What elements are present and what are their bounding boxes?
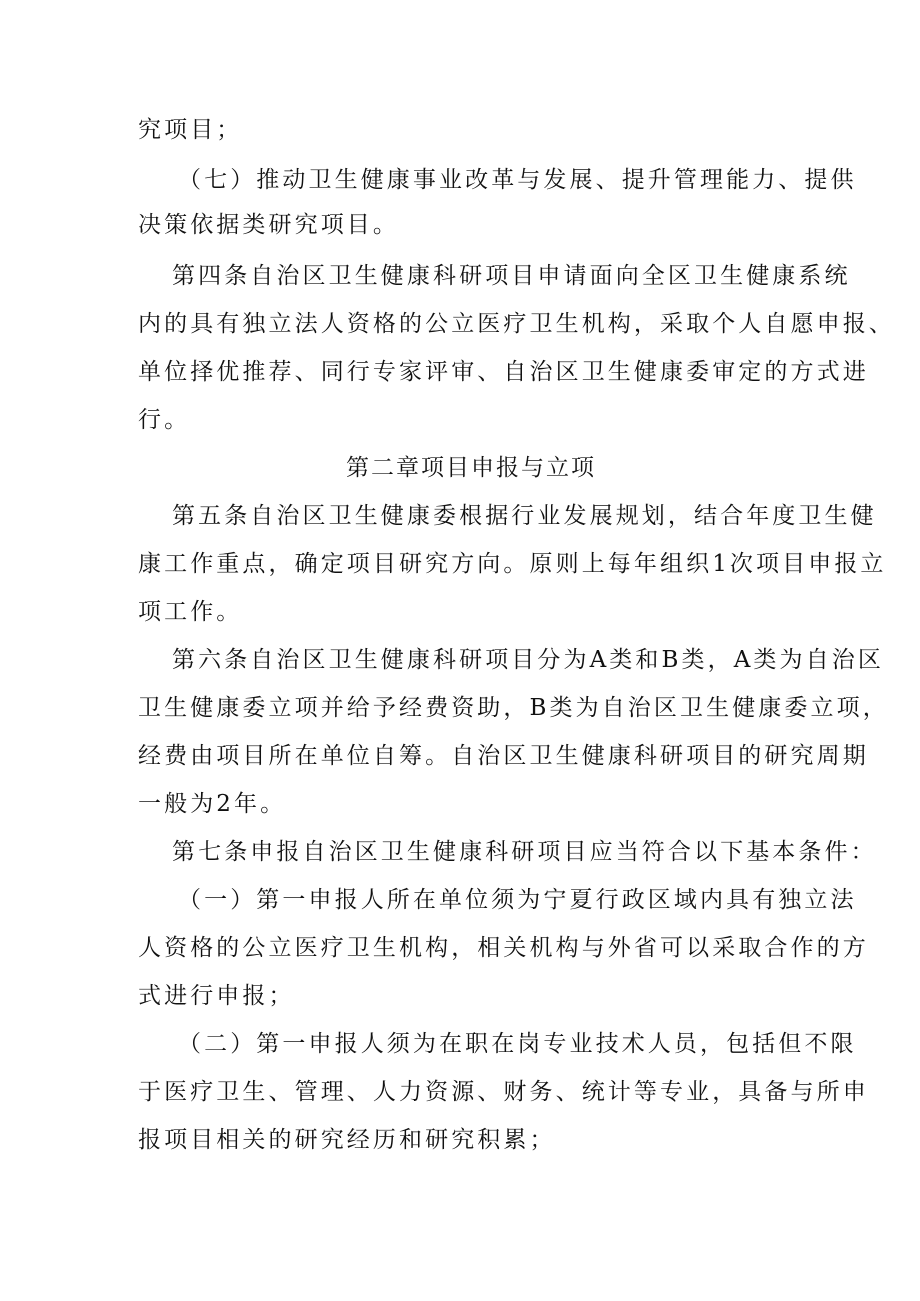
- text-line: 人资格的公立医疗卫生机构，相关机构与外省可以采取合作的方: [138, 935, 869, 961]
- text-line: 单位择优推荐、同行专家评审、自治区卫生健康委审定的方式进: [138, 359, 869, 385]
- text-line: （七）推动卫生健康事业改革与发展、提升管理能力、提供: [178, 167, 857, 193]
- text-line: 于医疗卫生、管理、人力资源、财务、统计等专业，具备与所申: [138, 1079, 869, 1105]
- text-line: 项工作。: [138, 599, 243, 625]
- text-line: 内的具有独立法人资格的公立医疗卫生机构，采取个人自愿申报、: [138, 311, 895, 337]
- article-paragraph: 第五条自治区卫生健康委根据行业发展规划，结合年度卫生健: [172, 503, 877, 529]
- text-line: 经费由项目所在单位自筹。自治区卫生健康科研项目的研究周期: [138, 743, 869, 769]
- text-line: 报项目相关的研究经历和研究积累；: [138, 1127, 556, 1153]
- list-item: （二）第一申报人须为在职在岗专业技术人员，包括但不限: [178, 1031, 857, 1057]
- chapter-heading: 第二章项目申报与立项: [346, 455, 596, 481]
- text-line: 究项目；: [138, 117, 243, 143]
- article-paragraph: 第四条自治区卫生健康科研项目申请面向全区卫生健康系统: [172, 263, 851, 289]
- article-paragraph: 第六条自治区卫生健康科研项目分为A类和B类，A类为自治区: [172, 647, 884, 673]
- text-line: 式进行申报；: [138, 983, 295, 1009]
- text-line: 卫生健康委立项并给予经费资助，B类为自治区卫生健康委立项，: [138, 695, 889, 721]
- text-line: 行。: [138, 407, 191, 433]
- text-line: 一般为2年。: [138, 791, 287, 817]
- text-line: 康工作重点，确定项目研究方向。原则上每年组织1次项目申报立: [138, 551, 887, 577]
- text-line: 决策依据类研究项目。: [138, 212, 399, 238]
- list-item: （一）第一申报人所在单位须为宁夏行政区域内具有独立法: [178, 887, 857, 913]
- article-paragraph: 第七条申报自治区卫生健康科研项目应当符合以下基本条件：: [172, 839, 877, 865]
